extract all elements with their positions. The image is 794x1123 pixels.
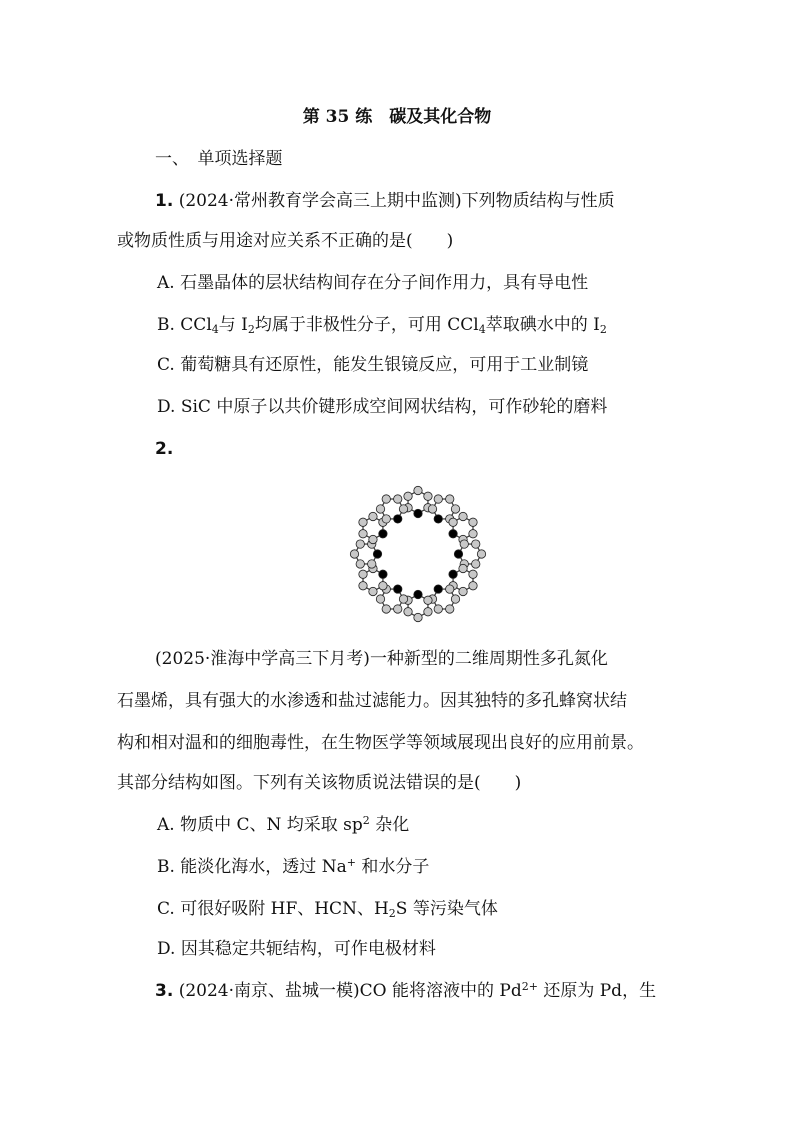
carbon-atom: [469, 582, 477, 590]
carbon-atom: [459, 512, 467, 520]
page-title: 第 35 练 碳及其化合物: [302, 107, 492, 127]
subscript: 2: [247, 323, 255, 336]
carbon-atom: [376, 505, 384, 513]
question-1-source: (2024·常州教育学会高三上期中监测): [178, 191, 462, 211]
carbon-atom: [369, 512, 377, 520]
question-2-stem-line-2: 石墨烯，具有强大的水渗透和盐过滤能力。因其独特的多孔蜂窝状结: [117, 691, 627, 711]
carbon-atom: [451, 595, 459, 603]
carbon-atom: [434, 605, 442, 613]
question-2-option-d: D. 因其稳定共轭结构，可作电极材料: [157, 939, 436, 959]
nitrogen-atom: [379, 570, 387, 578]
superscript: +: [346, 856, 356, 869]
superscript: 2: [362, 814, 370, 827]
nitrogen-atom: [414, 590, 422, 598]
carbon-atom: [459, 564, 467, 572]
question-1-stem-part1: 下列物质结构与性质: [461, 191, 615, 211]
carbon-atom: [424, 492, 432, 500]
carbon-atom: [469, 530, 477, 538]
question-2-number: 2.: [155, 439, 174, 459]
option-b-text-4: 萃取碘水中的 I: [485, 315, 600, 335]
subscript: 2: [388, 907, 396, 920]
nitrogen-atom: [434, 515, 442, 523]
carbon-atom: [382, 495, 390, 503]
carbon-atom: [404, 492, 412, 500]
carbon-atom: [359, 530, 367, 538]
nitrogen-atom: [434, 585, 442, 593]
question-1-option-b: [157, 312, 607, 338]
nitrogenated-graphene-structure-figure: [338, 474, 498, 634]
nitrogen-atom: [414, 509, 422, 517]
question-1-line-1: [155, 188, 615, 214]
question-3-stem-text: CO 能将溶液中的 Pd: [359, 981, 522, 1001]
option-b-text: B. 能淡化海水，透过 Na: [157, 857, 347, 877]
option-a-text: A. 物质中 C、N 均采取 sp: [157, 815, 363, 835]
carbon-atom: [459, 587, 467, 595]
question-2-line-1: [155, 646, 608, 672]
carbon-atom: [399, 505, 407, 513]
superscript: 2+: [521, 980, 538, 993]
option-b-text-1: B. CCl: [157, 315, 212, 335]
nitrogen-atom: [394, 585, 402, 593]
question-3-line-1: [155, 978, 656, 1004]
question-2-number-line: [155, 436, 173, 462]
carbon-atom: [451, 505, 459, 513]
carbon-atom: [359, 570, 367, 578]
question-1-option-d: D. SiC 中原子以共价键形成空间网状结构，可作砂轮的磨料: [157, 397, 608, 417]
carbon-atom: [382, 605, 390, 613]
carbon-atom: [414, 486, 422, 494]
question-2-option-c: [157, 896, 498, 922]
nitrogen-atom: [449, 570, 457, 578]
carbon-atom: [368, 560, 376, 568]
option-b-text-2: 与 I: [218, 315, 248, 335]
carbon-atom: [350, 550, 358, 558]
carbon-atom: [434, 495, 442, 503]
carbon-atom: [424, 608, 432, 616]
subscript: 4: [478, 323, 486, 336]
subscript: 2: [599, 323, 607, 336]
carbon-atom: [446, 605, 454, 613]
question-3-stem-suffix: 还原为 Pd，生: [537, 981, 657, 1001]
carbon-atom: [359, 518, 367, 526]
carbon-atom: [369, 535, 377, 543]
option-c-text: C. 可很好吸附 HF、HCN、H: [157, 899, 389, 919]
option-b-text-3: 均属于非极性分子，可用 CCl: [254, 315, 479, 335]
nitrogen-atom: [394, 515, 402, 523]
carbon-atom: [356, 540, 364, 548]
question-2-stem-line-4: 其部分结构如图。下列有关该物质说法错误的是( ): [117, 773, 522, 793]
question-1-stem-part2: 或物质性质与用途对应关系不正确的是( ): [117, 231, 454, 251]
carbon-atom: [394, 605, 402, 613]
carbon-atom: [356, 560, 364, 568]
nitrogen-atom: [449, 530, 457, 538]
carbon-atom: [472, 540, 480, 548]
carbon-atom: [446, 585, 454, 593]
carbon-atom: [399, 595, 407, 603]
question-2-source: (2025·淮海中学高三下月考): [155, 649, 370, 669]
carbon-atom: [369, 587, 377, 595]
option-c-suffix: S 等污染气体: [395, 899, 498, 919]
question-1-option-c: C. 葡萄糖具有还原性，能发生银镜反应，可用于工业制镜: [157, 355, 589, 375]
question-2-stem-line-1: 一种新型的二维周期性多孔氮化: [369, 649, 608, 669]
carbon-atom: [382, 515, 390, 523]
question-3-number: 3.: [155, 981, 174, 1001]
question-1-number: 1.: [155, 191, 174, 211]
subscript: 4: [211, 323, 219, 336]
carbon-atom: [469, 570, 477, 578]
nitrogen-atom: [454, 550, 462, 558]
carbon-atom: [449, 518, 457, 526]
carbon-atom: [359, 582, 367, 590]
carbon-atom: [477, 550, 485, 558]
carbon-atom: [428, 505, 436, 513]
section-heading: 一、 单项选择题: [155, 149, 283, 169]
question-2-option-a: [157, 812, 409, 838]
carbon-atom: [446, 495, 454, 503]
carbon-atom: [469, 518, 477, 526]
carbon-atom: [376, 595, 384, 603]
carbon-atom: [414, 613, 422, 621]
option-b-suffix: 和水分子: [355, 857, 430, 877]
nitrogen-atom: [379, 530, 387, 538]
carbon-atom: [394, 495, 402, 503]
carbon-atom: [472, 560, 480, 568]
option-a-suffix: 杂化: [369, 815, 410, 835]
carbon-atom: [424, 596, 432, 604]
carbon-atom: [379, 582, 387, 590]
question-1-option-a: A. 石墨晶体的层状结构间存在分子间作用力，具有导电性: [157, 273, 589, 293]
question-2-stem-line-3: 构和相对温和的细胞毒性，在生物医学等领域展现出良好的应用前景。: [117, 733, 644, 753]
carbon-atom: [460, 540, 468, 548]
carbon-atom: [404, 608, 412, 616]
question-2-option-b: [157, 854, 429, 880]
question-3-source: (2024·南京、盐城一模): [178, 981, 360, 1001]
nitrogen-atom: [373, 550, 381, 558]
